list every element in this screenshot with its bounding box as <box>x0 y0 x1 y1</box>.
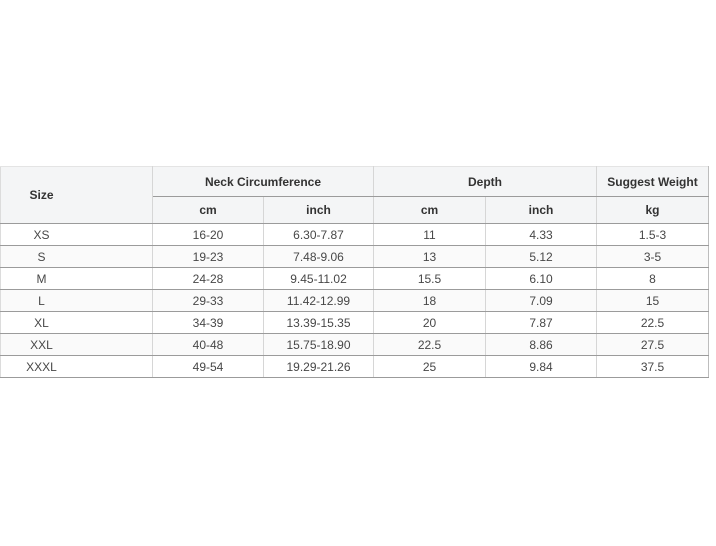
depth-group-header: Depth <box>374 167 597 197</box>
table-body <box>1 224 709 378</box>
size-cell: XXL <box>1 334 153 356</box>
neck-inch-cell: 11.42-12.99 <box>264 290 374 312</box>
depth-cm-cell: 11 <box>374 224 486 246</box>
depth-inch-cell: 7.09 <box>486 290 597 312</box>
weight-kg-cell: 1.5-3 <box>597 224 709 246</box>
neck-inch-cell: 15.75-18.90 <box>264 334 374 356</box>
table-row-xxl <box>1 334 709 356</box>
neck-inch-header: inch <box>264 197 374 224</box>
neck-cm-cell: 19-23 <box>153 246 264 268</box>
neck-inch-cell: 9.45-11.02 <box>264 268 374 290</box>
size-column-header: Size <box>1 167 153 224</box>
suggest-weight-group-header: Suggest Weight <box>597 167 709 197</box>
neck-inch-cell: 13.39-15.35 <box>264 312 374 334</box>
table-row-xl <box>1 312 709 334</box>
depth-cm-cell: 25 <box>374 356 486 378</box>
weight-kg-header: kg <box>597 197 709 224</box>
neck-inch-cell: 6.30-7.87 <box>264 224 374 246</box>
depth-inch-cell: 4.33 <box>486 224 597 246</box>
depth-inch-header: inch <box>486 197 597 224</box>
depth-inch-cell: 5.12 <box>486 246 597 268</box>
depth-inch-cell: 9.84 <box>486 356 597 378</box>
size-cell: XL <box>1 312 153 334</box>
size-cell: S <box>1 246 153 268</box>
depth-inch-cell: 8.86 <box>486 334 597 356</box>
table-header <box>1 167 709 224</box>
depth-cm-cell: 20 <box>374 312 486 334</box>
depth-inch-cell: 7.87 <box>486 312 597 334</box>
size-chart-table <box>0 166 709 378</box>
weight-kg-cell: 15 <box>597 290 709 312</box>
size-cell: L <box>1 290 153 312</box>
weight-kg-cell: 37.5 <box>597 356 709 378</box>
neck-cm-cell: 24-28 <box>153 268 264 290</box>
neck-inch-cell: 19.29-21.26 <box>264 356 374 378</box>
weight-kg-cell: 27.5 <box>597 334 709 356</box>
neck-circumference-group-header: Neck Circumference <box>153 167 374 197</box>
neck-cm-header: cm <box>153 197 264 224</box>
table-row-m <box>1 268 709 290</box>
depth-cm-cell: 22.5 <box>374 334 486 356</box>
neck-cm-cell: 49-54 <box>153 356 264 378</box>
depth-cm-header: cm <box>374 197 486 224</box>
size-cell: XS <box>1 224 153 246</box>
neck-cm-cell: 29-33 <box>153 290 264 312</box>
neck-cm-cell: 40-48 <box>153 334 264 356</box>
table-row-s <box>1 246 709 268</box>
depth-inch-cell: 6.10 <box>486 268 597 290</box>
size-cell: XXXL <box>1 356 153 378</box>
table-row-xs <box>1 224 709 246</box>
depth-cm-cell: 18 <box>374 290 486 312</box>
neck-cm-cell: 34-39 <box>153 312 264 334</box>
depth-cm-cell: 13 <box>374 246 486 268</box>
weight-kg-cell: 22.5 <box>597 312 709 334</box>
header-group-row <box>1 167 709 197</box>
table-row-xxxl <box>1 356 709 378</box>
weight-kg-cell: 8 <box>597 268 709 290</box>
size-cell: M <box>1 268 153 290</box>
neck-inch-cell: 7.48-9.06 <box>264 246 374 268</box>
table-row-l <box>1 290 709 312</box>
depth-cm-cell: 15.5 <box>374 268 486 290</box>
weight-kg-cell: 3-5 <box>597 246 709 268</box>
neck-cm-cell: 16-20 <box>153 224 264 246</box>
